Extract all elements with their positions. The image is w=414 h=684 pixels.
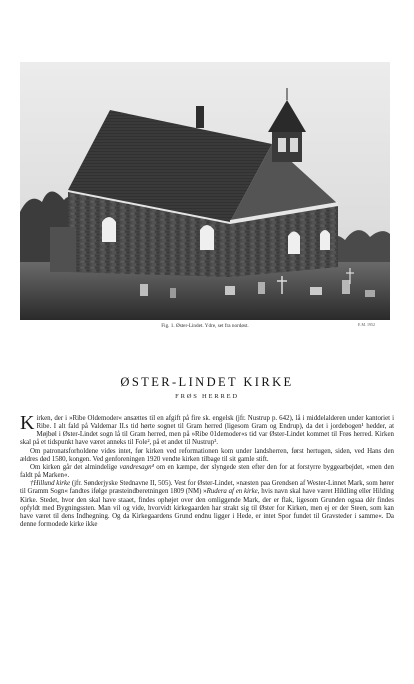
legend-text-start: Om kirken går det almindelige — [30, 463, 120, 471]
church-photo-illustration — [20, 62, 390, 320]
paragraph-intro — [20, 412, 394, 448]
paragraph-legend — [20, 464, 394, 480]
photo-credit: E.M. 1952 — [358, 322, 375, 327]
hillund-text-end: , hvis navn skal have været Hildling eller Hilding Kirke. Stedet, hvor den skal have staaet, findes ophøjet over den omliggende Mark, der er flak, ligesom Grunden ogsaa dér findes opfyldt med Bygningssten. Man vil og vide, hvorvidt kirkegaarden har strakt sig til Øster for Kirken, men ej er der Steen, som kan have været til dens Indhegning. Og da Kirkegaardens Grund endnu ligger i Hede, er intet Spor fundet til Gravsteder i samme«. Da denne formodede kirke ikke — [20, 488, 394, 529]
page-subtitle: FRØS HERRED — [175, 393, 239, 400]
hillund-text-start: (jfr. Sønderjyske Stednavne II, 505). Vest for Øster-Lindet, »næsten paa Grendsen af Wester-Linnet Mark, som hører til Gramm Sogn« fandtes ifølge præsteindberetningen 1809 (NM) » — [20, 480, 394, 496]
hillund-term: †Hillund kirke — [30, 480, 71, 488]
page-title: ØSTER-LINDET KIRKE — [120, 375, 294, 389]
legend-text-end: om en kæmpe, der slyngede sten efter den for at forstyrre byggearbejdet, »men den faldt på Marken«. — [20, 463, 394, 480]
rudera-term: Rudera af en kirke — [206, 488, 258, 496]
figure-caption: Fig. 1. Øster-Lindet. Ydre, set fra nordøst. — [161, 323, 249, 329]
drop-cap: K — [20, 412, 35, 434]
paragraph-hillund — [20, 480, 394, 529]
paragraph-intro-text: irken, der i »Ribe Oldemoder« ansættes til en afgift på fire sk. engelsk (jfr. Nustrup p. 642), lå i middelalderen under kantoriet i Ribe. I alt fald på Valdemar II.s tid hørte sognet til Gram herred (ligesom Gram og Endrup), da det i jordebogen¹ hedder, at Møjbøl i Øster-Lindet sogn lå til Gram herred, men på »Ribe 01demoder«s tid var Øster-Lindet kommet til Frøs herred. Kirken skal på et tidspunkt have været anneks til Fole², på et andet til Nustrup³. — [20, 415, 394, 447]
article-body — [20, 412, 394, 529]
paragraph-patronage: Om patronatsforholdene vides intet, før kirken ved reformationen kom under landsherren, først hertugen, siden, ved Hans den ældres død 1580, kongen. Ved genforeningen 1920 vendte kirken tilbage til sit gamle stift. — [20, 447, 394, 463]
legend-term: vandresagn⁴ — [119, 463, 154, 471]
church-photograph — [20, 62, 390, 320]
